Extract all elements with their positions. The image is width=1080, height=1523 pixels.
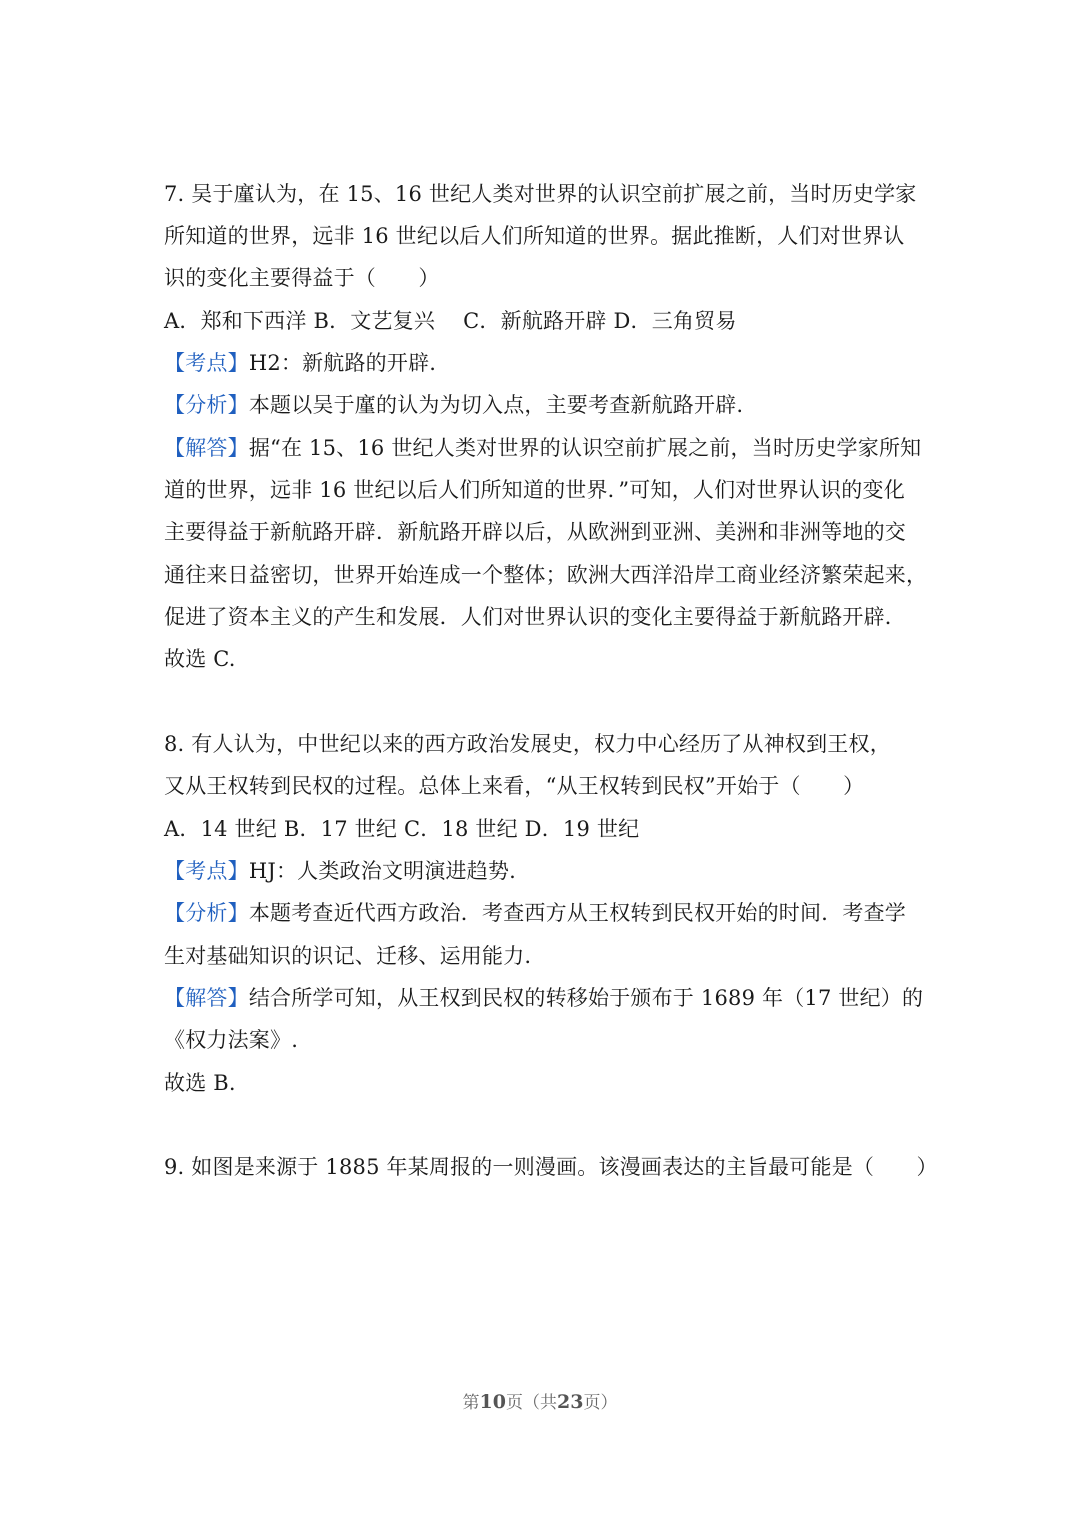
kaodian-tag: 【考点】 xyxy=(164,859,249,883)
q7-jieda-line-3: 主要得益于新航路开辟．新航路开辟以后，从欧洲到亚洲、美洲和非洲等地的交 xyxy=(164,520,906,544)
q8-fenxi xyxy=(164,898,924,928)
q8-jieda-line-2: 《权力法案》. xyxy=(164,1028,299,1052)
jieda-tag: 【解答】 xyxy=(164,986,249,1010)
q7-jieda-line-1: 据“在 15、16 世纪人类对世界的认识空前扩展之前，当时历史学家所知 xyxy=(248,436,922,460)
q7-fenxi xyxy=(164,390,924,420)
q8-stem-line-1: 8. 有人认为，中世纪以来的西方政治发展史，权力中心经历了从神权到王权， xyxy=(164,732,891,756)
footer-suffix: 页） xyxy=(583,1393,618,1413)
q7-answer: 故选 C. xyxy=(164,647,236,671)
q8-options: A．14 世纪 B．17 世纪 C．18 世纪 D．19 世纪 xyxy=(164,817,640,841)
q8-fenxi-line-2: 生对基础知识的识记、迁移、运用能力. xyxy=(164,944,532,968)
q8-answer: 故选 B. xyxy=(164,1071,236,1095)
footer-middle: 页（共 xyxy=(506,1393,557,1413)
fenxi-tag: 【分析】 xyxy=(164,393,249,417)
kaodian-tag: 【考点】 xyxy=(164,351,249,375)
q8-jieda xyxy=(164,983,924,1013)
q8-kaodian xyxy=(164,856,924,886)
q8-jieda-line-1: 结合所学可知，从王权到民权的转移始于颁布于 1689 年（17 世纪）的 xyxy=(248,986,924,1010)
q7-kaodian xyxy=(164,348,924,378)
q8-fenxi-line-1: 本题考查近代西方政治．考查西方从王权转到民权开始的时间．考查学 xyxy=(248,901,907,925)
fenxi-tag: 【分析】 xyxy=(164,901,249,925)
q9-stem: 9. 如图是来源于 1885 年某周报的一则漫画。该漫画表达的主旨最可能是（ ） xyxy=(164,1155,938,1179)
q8-stem-line-2: 又从王权转到民权的过程。总体上来看，“从王权转到民权”开始于（ ） xyxy=(164,774,865,798)
jieda-tag: 【解答】 xyxy=(164,436,249,460)
q7-fenxi-text: 本题以吴于廑的认为为切入点，主要考查新航路开辟. xyxy=(248,393,744,417)
q7-stem-line-3: 识的变化主要得益于（ ） xyxy=(164,266,440,290)
q8-kaodian-text: HJ：人类政治文明演进趋势. xyxy=(248,859,517,883)
q7-stem-line-1: 7. 吴于廑认为，在 15、16 世纪人类对世界的认识空前扩展之前，当时历史学家 xyxy=(164,182,917,206)
q7-options: A．郑和下西洋 B．文艺复兴 C．新航路开辟 D．三角贸易 xyxy=(164,309,737,333)
q7-jieda-line-2: 道的世界，远非 16 世纪以后人们所知道的世界．”可知，人们对世界认识的变化 xyxy=(164,478,905,502)
q7-jieda-line-5: 促进了资本主义的产生和发展．人们对世界认识的变化主要得益于新航路开辟． xyxy=(164,605,906,629)
q7-jieda-line-4: 通往来日益密切，世界开始连成一个整体；欧洲大西洋沿岸工商业经济繁荣起来， xyxy=(164,563,928,587)
footer-prefix: 第 xyxy=(462,1393,480,1413)
q7-kaodian-text: H2：新航路的开辟. xyxy=(248,351,437,375)
footer-page-number: 10 xyxy=(479,1391,506,1413)
page-footer xyxy=(0,1390,1080,1415)
q7-stem-line-2: 所知道的世界，远非 16 世纪以后人们所知道的世界。据此推断，人们对世界认 xyxy=(164,224,905,248)
footer-total-pages: 23 xyxy=(557,1391,584,1413)
q7-jieda xyxy=(164,433,924,463)
